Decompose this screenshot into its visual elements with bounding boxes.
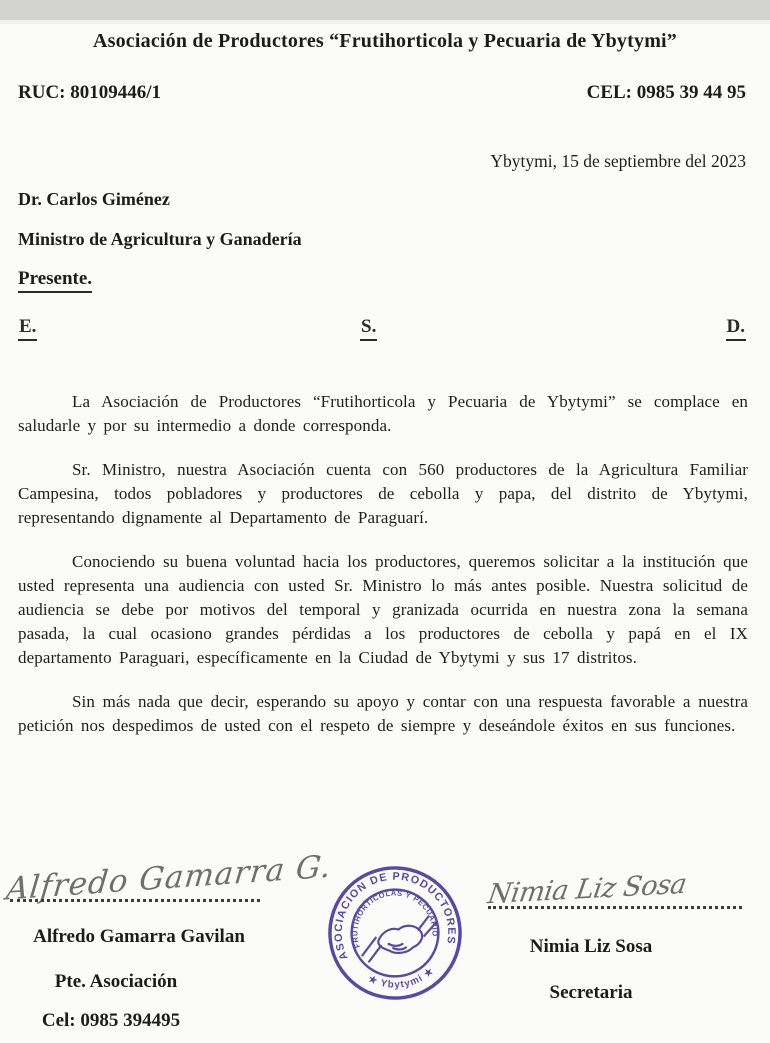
secretary-name: Nimia Liz Sosa — [529, 936, 653, 957]
stamp-bottom-text: ★ Ybytymi ★ — [366, 965, 437, 991]
president-name: Alfredo Gamarra Gavilan — [33, 926, 245, 947]
scan-top-grey-bar — [0, 0, 770, 20]
recipient-name: Dr. Carlos Giménez — [18, 189, 170, 209]
signature-handwriting-president: Alfredo Gamarra G. — [4, 848, 334, 908]
esd-letter-e: E. — [18, 316, 37, 341]
letterhead-title: Asociación de Productores “Frutihorticola y Pecuaria de Ybytymi” — [92, 30, 678, 52]
signature-line-president — [10, 899, 260, 902]
stamp-inner-text: FRUTIHORTICOLAS Y PECUARIO — [350, 888, 440, 950]
presente-label: Presente. — [18, 268, 92, 293]
paragraph-greeting: La Asociación de Productores “Frutihorticola y Pecuaria de Ybytymi” se complace en saludarle y por su intermedio a donde corresponda. — [18, 392, 748, 435]
esd-letter-d: D. — [726, 316, 746, 341]
president-phone: Cel: 0985 394495 — [41, 1010, 181, 1031]
scan-edge-seam — [0, 20, 770, 24]
association-round-stamp — [317, 855, 473, 1011]
contact-phone-header: CEL: 0985 39 44 95 — [586, 82, 746, 103]
paragraph-audience-request: Conociendo su buena voluntad hacia los productores, queremos solicitar a la institución que usted representa una audiencia con usted Sr. Ministro lo más antes posible. Nuestra solicitud de audiencia se debe por motivos del temporal y granizada ocurrida en nuestra zona la semana pasada, la cual ocasiono grandes pérdidas a los productores de cebolla y papá en el IX departamento Paraguari, específicamente en la Ciudad de Ybytymi y sus 17 distritos. — [18, 552, 748, 667]
stamp-outer-text: ASOCIACION DE PRODUCTORES — [332, 870, 458, 962]
paragraph-closing: Sin más nada que decir, esperando su apoyo y contar con una respuesta favorable a nuestra petición nos despedimos de usted con el respeto de siempre y deseándole éxitos en sus funciones. — [18, 692, 748, 735]
esd-letter-s: S. — [360, 316, 377, 341]
president-role: Pte. Asociación — [54, 971, 178, 992]
date-line: Ybytymi, 15 de septiembre del 2023 — [490, 151, 746, 171]
recipient-title: Ministro de Agricultura y Ganadería — [18, 229, 302, 249]
signature-handwriting-secretary: Nimia Liz Sosa — [485, 868, 689, 911]
letter-body — [18, 390, 748, 758]
ruc-number: RUC: 80109446/1 — [18, 82, 162, 103]
secretary-role: Secretaria — [549, 982, 633, 1003]
handshake-icon — [358, 916, 439, 963]
signature-line-secretary — [488, 906, 742, 909]
svg-text:ASOCIACION DE PRODUCTORES — [325, 862, 460, 962]
paragraph-association-info: Sr. Ministro, nuestra Asociación cuenta con 560 productores de la Agricultura Familiar Campesina, todos pobladores y productores de cebolla y papa, del distrito de Ybytymi, representando dignamente al Departamento de Paraguarí. — [18, 460, 748, 527]
